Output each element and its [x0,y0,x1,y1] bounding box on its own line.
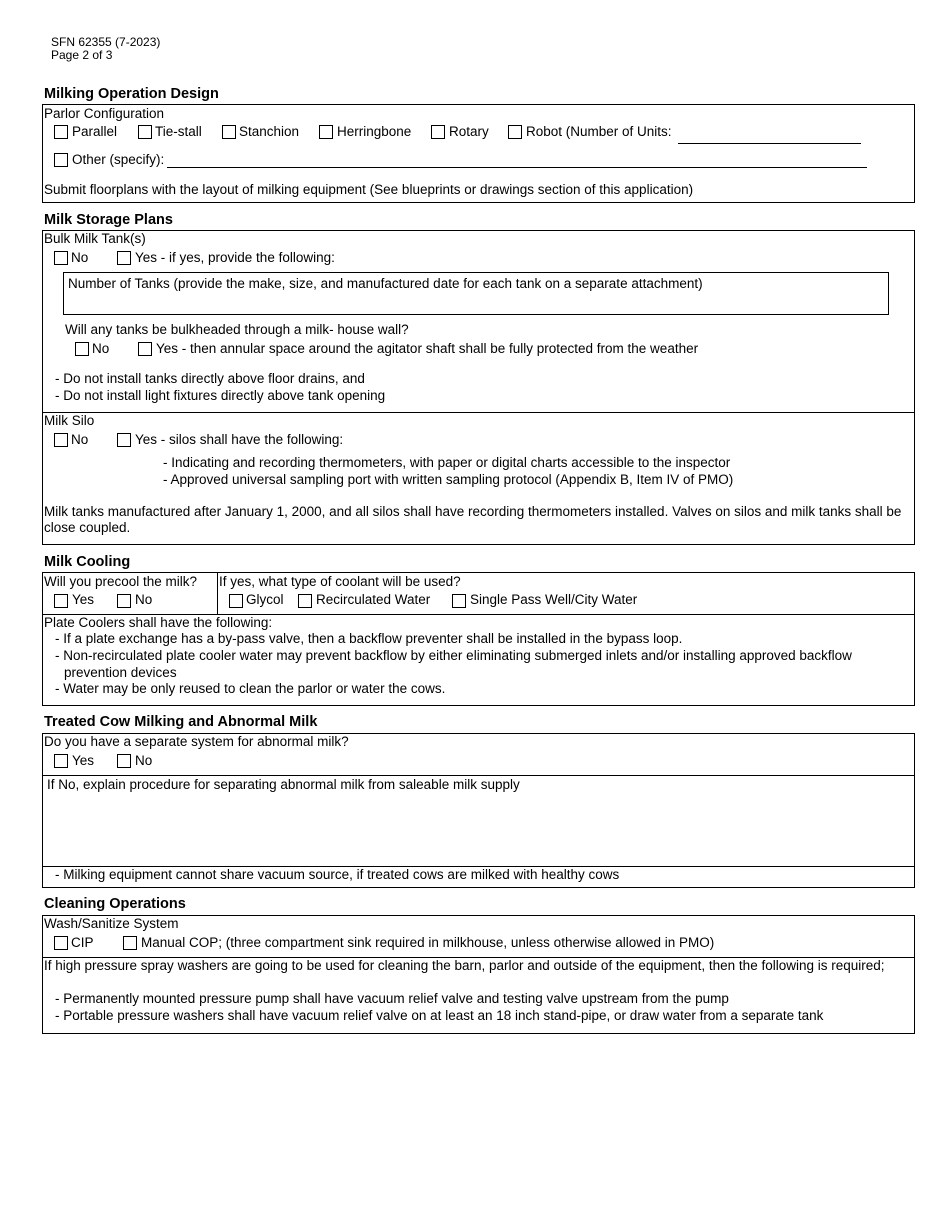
number-of-tanks-field[interactable] [63,272,889,315]
coolant-question: If yes, what type of coolant will be used? [219,574,461,589]
checkbox-cip[interactable] [54,936,68,950]
section-title-milking-operation: Milking Operation Design [44,86,219,102]
checkbox-parallel[interactable] [54,125,68,139]
checkbox-abnormal-yes[interactable] [54,754,68,768]
label-recirculated-water: Recirculated Water [316,592,431,607]
abnormal-milk-procedure-label: If No, explain procedure for separating abnormal milk from saleable milk supply [47,777,520,792]
checkbox-precool-yes[interactable] [54,594,68,608]
checkbox-manual-cop[interactable] [123,936,137,950]
spray-washer-note: If high pressure spray washers are going to be used for cleaning the barn, parlor and outside of the equipment, then the following is required; [44,958,885,973]
abnormal-milk-procedure-field[interactable] [43,776,914,866]
checkbox-precool-no[interactable] [117,594,131,608]
label-glycol: Glycol [246,592,284,607]
checkbox-tie-stall[interactable] [138,125,152,139]
bulk-tank-label: Bulk Milk Tank(s) [44,231,146,246]
checkbox-recirculated-water[interactable] [298,594,312,608]
checkbox-bulkhead-yes[interactable] [138,342,152,356]
label-herringbone: Herringbone [337,124,412,139]
label-other: Other (specify): [72,152,165,167]
section-title-milk-storage: Milk Storage Plans [44,212,173,228]
robot-units-field[interactable] [678,143,861,144]
section-title-treated-cow: Treated Cow Milking and Abnormal Milk [44,714,318,730]
label-silo-no: No [71,432,89,447]
plate-coolers-header: Plate Coolers shall have the following: [44,615,273,630]
milking-operation-box [42,104,915,203]
plate-rule-water-reuse: - Water may be only reused to clean the parlor or water the cows. [55,681,446,696]
label-abnormal-yes: Yes [72,753,95,768]
label-bulk-no: No [71,250,89,265]
treated-cow-box [42,733,915,888]
label-cip: CIP [71,935,94,950]
checkbox-silo-no[interactable] [54,433,68,447]
bulkhead-question: Will any tanks be bulkheaded through a milk- house wall? [65,322,409,337]
checkbox-silo-yes[interactable] [117,433,131,447]
checkbox-bulk-yes[interactable] [117,251,131,265]
number-of-tanks-label: Number of Tanks (provide the make, size, and manufactured date for each tank on a separate attachment) [68,276,703,291]
checkbox-stanchion[interactable] [222,125,236,139]
label-tie-stall: Tie-stall [155,124,202,139]
label-bulkhead-yes: Yes - then annular space around the agitator shaft shall be fully protected from the weather [156,341,699,356]
label-single-pass-water: Single Pass Well/City Water [470,592,638,607]
abnormal-milk-question: Do you have a separate system for abnormal milk? [44,734,349,749]
precool-question: Will you precool the milk? [44,574,198,589]
label-rotary: Rotary [449,124,489,139]
checkbox-rotary[interactable] [431,125,445,139]
checkbox-bulkhead-no[interactable] [75,342,89,356]
tank-rule-lights: - Do not install light fixtures directly above tank opening [55,388,386,403]
checkbox-herringbone[interactable] [319,125,333,139]
label-parallel: Parallel [72,124,118,139]
thermometer-note: Milk tanks manufactured after January 1, 2000, and all silos shall have recording thermometers installed. Valves on silos and milk tanks shall be close coupled. [44,504,902,535]
checkbox-bulk-no[interactable] [54,251,68,265]
silo-requirement-sampling-port: - Approved universal sampling port with written sampling protocol (Appendix B, Item IV of PMO) [163,472,734,487]
spray-rule-portable-washer: - Portable pressure washers shall have vacuum relief valve on at least an 18 inch stand-pipe, or draw water from a separate tank [55,1008,824,1023]
checkbox-glycol[interactable] [229,594,243,608]
label-precool-yes: Yes [72,592,95,607]
plate-rule-backflow: - Non-recirculated plate cooler water may prevent backflow by either eliminating submerged inlets and/or installing approved backflow [55,648,852,663]
label-bulk-yes: Yes - if yes, provide the following: [135,250,335,265]
milk-cooling-box [42,572,915,706]
label-abnormal-no: No [135,753,153,768]
checkbox-robot[interactable] [508,125,522,139]
wash-sanitize-label: Wash/Sanitize System [44,916,179,931]
vacuum-source-note: - Milking equipment cannot share vacuum source, if treated cows are milked with healthy cows [55,867,620,882]
parlor-configuration-label: Parlor Configuration [44,106,165,121]
plate-rule-bypass: - If a plate exchange has a by-pass valve, then a backflow preventer shall be installed in the bypass loop. [55,631,683,646]
tank-rule-drains: - Do not install tanks directly above floor drains, and [55,371,365,386]
milk-storage-box [42,230,915,545]
cleaning-box [42,915,915,1034]
label-precool-no: No [135,592,153,607]
checkbox-abnormal-no[interactable] [117,754,131,768]
form-number: SFN 62355 (7-2023) [51,35,161,49]
spray-rule-mounted-pump: - Permanently mounted pressure pump shall have vacuum relief valve and testing valve upstream from the pump [55,991,729,1006]
checkbox-single-pass-water[interactable] [452,594,466,608]
section-title-milk-cooling: Milk Cooling [44,554,131,570]
plate-rule-backflow-cont: prevention devices [64,665,177,680]
page-number: Page 2 of 3 [51,48,113,62]
divider [217,573,218,614]
label-silo-yes: Yes - silos shall have the following: [135,432,344,447]
label-manual-cop: Manual COP; (three compartment sink required in milkhouse, unless otherwise allowed in PMO) [141,935,715,950]
label-stanchion: Stanchion [239,124,300,139]
section-title-cleaning: Cleaning Operations [44,896,186,912]
label-bulkhead-no: No [92,341,110,356]
label-robot: Robot (Number of Units: [526,124,672,139]
other-specify-field[interactable] [167,167,867,168]
checkbox-other[interactable] [54,153,68,167]
silo-requirement-thermometers: - Indicating and recording thermometers, with paper or digital charts accessible to the inspector [163,455,731,470]
milk-silo-label: Milk Silo [44,413,95,428]
divider [43,412,914,413]
floorplan-note: Submit floorplans with the layout of milking equipment (See blueprints or drawings section of this application) [44,182,694,197]
